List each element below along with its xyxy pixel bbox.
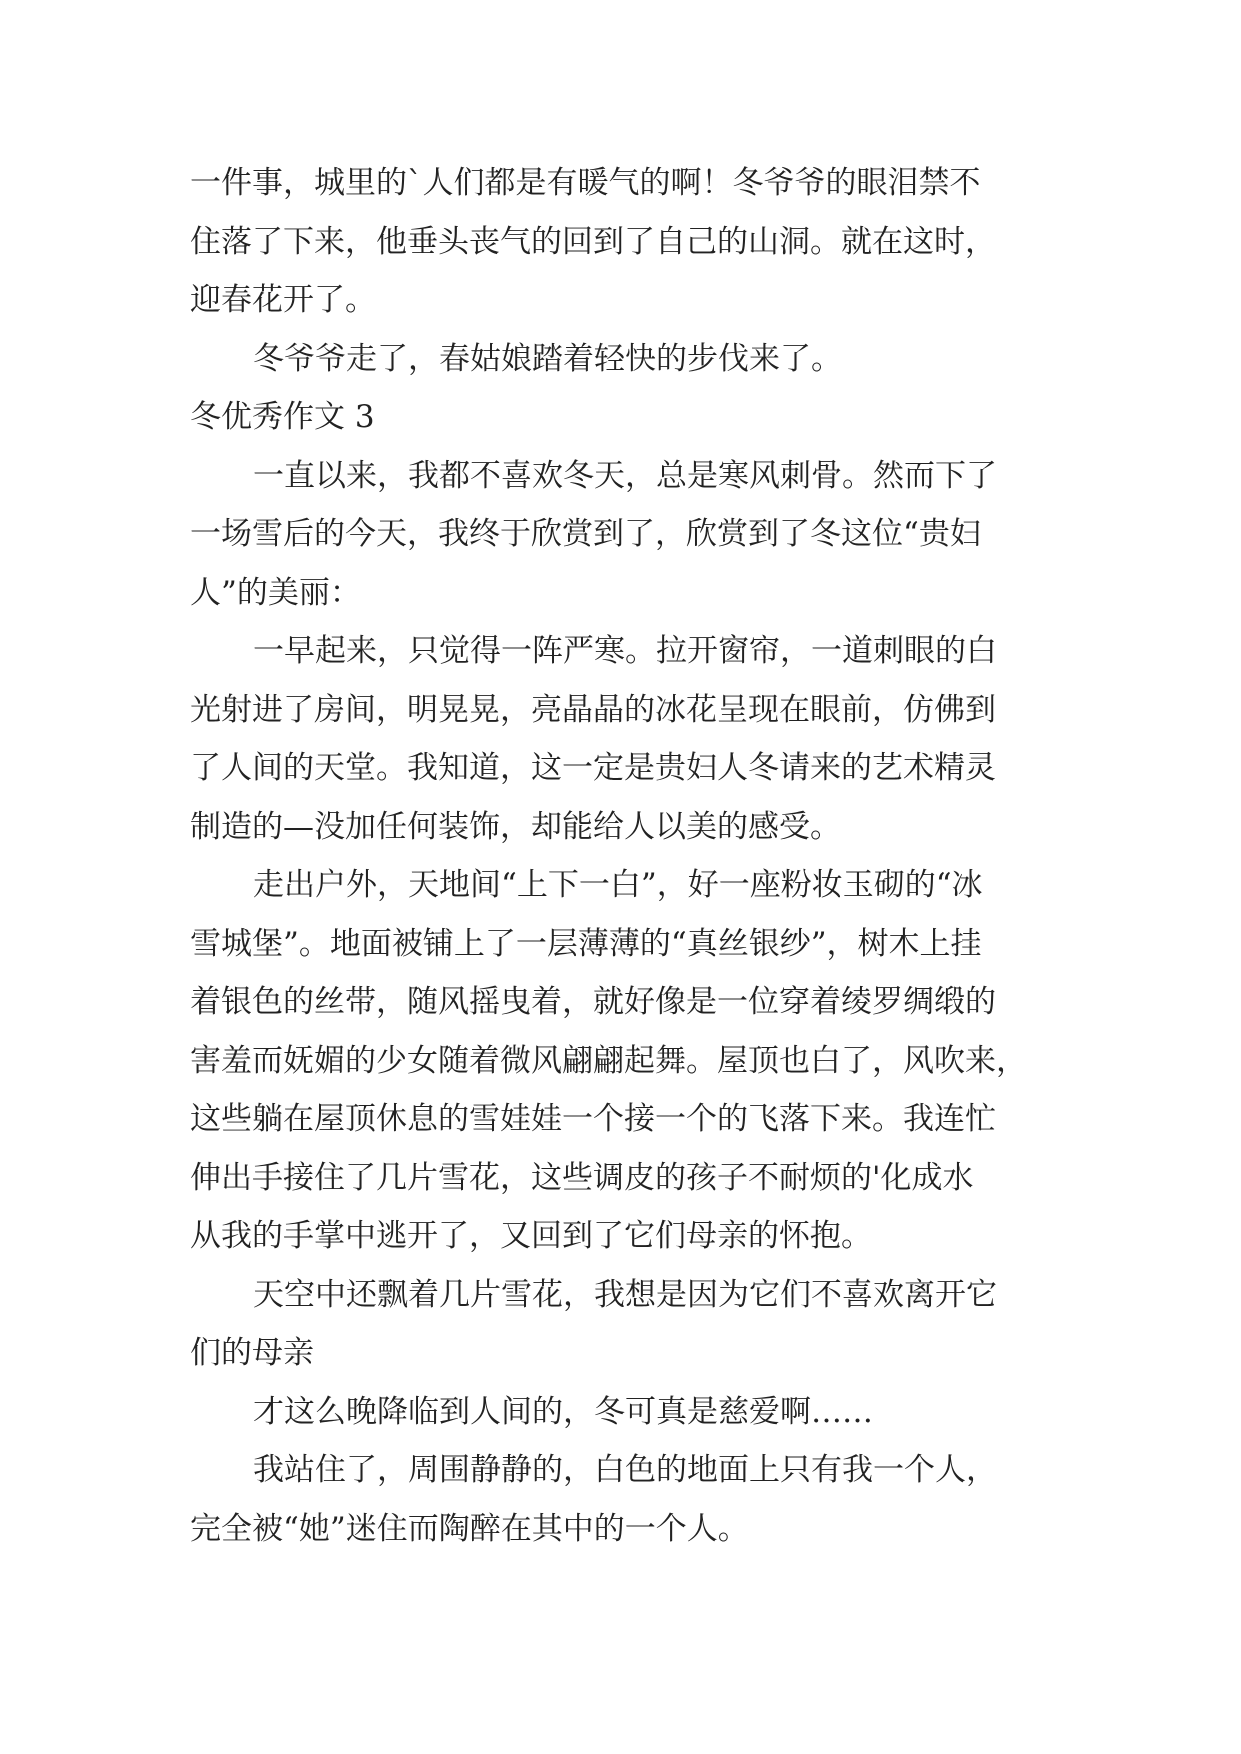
text-line: 人”的美丽：: [190, 574, 361, 611]
text-line: 这些躺在屋顶休息的雪娃娃一个接一个的飞落下来。我连忙: [190, 1101, 996, 1137]
text-line: 制造的—没加任何装饰，却能给人以美的感受。: [190, 808, 841, 845]
text-line: 光射进了房间，明晃晃，亮晶晶的冰花呈现在眼前，仿佛到: [190, 691, 996, 728]
text-line: 从我的手掌中逃开了，又回到了它们母亲的怀抱。: [190, 1218, 872, 1254]
text-line: 着银色的丝带，随风摇曳着，就好像是一位穿着绫罗绸缎的: [190, 984, 996, 1020]
text-line: 伸出手接住了几片雪花，这些调皮的孩子不耐烦的'化成水: [190, 1159, 974, 1196]
paragraph-start-line: 一直以来，我都不喜欢冬天，总是寒风刺骨。然而下了: [253, 457, 997, 494]
paragraph-start-line: 天空中还飘着几片雪花，我想是因为它们不喜欢离开它: [253, 1276, 997, 1313]
paragraph-start-line: 走出户外，天地间“上下一白”，好一座粉妆玉砌的“冰: [253, 867, 983, 903]
paragraph-start-line: 一早起来，只觉得一阵严寒。拉开窗帘，一道刺眼的白: [253, 633, 997, 669]
section-heading: 冬优秀作文 3: [190, 399, 375, 435]
paragraph-start-line: 才这么晚降临到人间的，冬可真是慈爱啊……: [253, 1393, 873, 1430]
paragraph-start-line: 我站住了，周围静静的，白色的地面上只有我一个人，: [253, 1452, 997, 1488]
paragraph-start-line: 冬爷爷走了，春姑娘踏着轻快的步伐来了。: [253, 340, 842, 377]
text-line: 雪城堡”。地面被铺上了一层薄薄的“真丝银纱”，树木上挂: [190, 925, 982, 962]
text-line: 迎春花开了。: [190, 282, 376, 318]
text-line: 了人间的天堂。我知道，这一定是贵妇人冬请来的艺术精灵: [190, 750, 996, 786]
text-line: 一件事，城里的`人们都是有暖气的啊！冬爷爷的眼泪禁不: [190, 165, 981, 201]
text-line: 害羞而妩媚的少女随着微风翩翩起舞。屋顶也白了，风吹来，: [190, 1042, 1027, 1079]
document-body: [190, 154, 1070, 1558]
text-line: 完全被“她”迷住而陶醉在其中的一个人。: [190, 1510, 749, 1547]
text-line: 们的母亲: [190, 1335, 314, 1371]
text-line: 住落了下来，他垂头丧气的回到了自己的山洞。就在这时，: [190, 223, 996, 260]
text-line: 一场雪后的今天，我终于欣赏到了，欣赏到了冬这位“贵妇: [190, 516, 981, 552]
